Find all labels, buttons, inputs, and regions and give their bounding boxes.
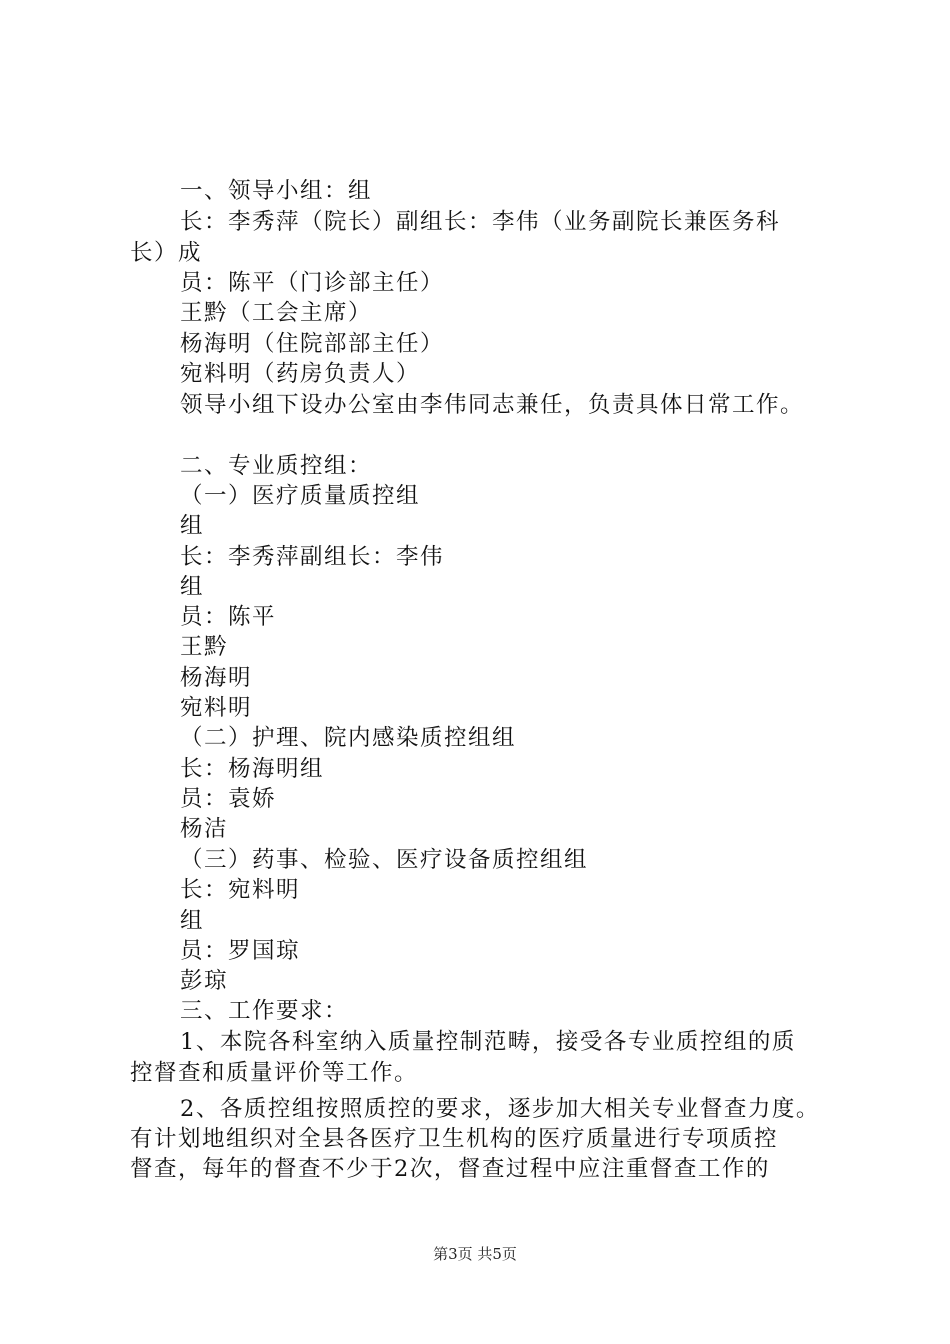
paragraph-line: 长：李秀萍副组长：李伟: [180, 544, 445, 570]
paragraph-line: 杨海明: [180, 665, 253, 691]
section-heading: 三、工作要求：: [180, 998, 349, 1024]
paragraph-line: 督查，每年的督查不少于2次，督查过程中应注重督查工作的: [130, 1156, 770, 1182]
paragraph-line: 员：陈平（门诊部主任）: [180, 270, 445, 296]
paragraph-line: 王黔: [180, 634, 229, 660]
paragraph-line: 杨海明（住院部部主任）: [180, 331, 445, 357]
paragraph-line: 彭琼: [180, 968, 229, 994]
subsection-heading: （一）医疗质量质控组: [180, 483, 421, 509]
paragraph-line: 长：杨海明组: [180, 756, 325, 782]
subsection-heading: （二）护理、院内感染质控组组: [180, 725, 517, 751]
paragraph-line: 宛料明（药房负责人）: [180, 361, 421, 387]
paragraph-line: 杨洁: [180, 816, 229, 842]
paragraph-line: 组: [180, 513, 205, 539]
paragraph-line: 2、各质控组按照质控的要求，逐步加大相关专业督查力度。: [180, 1096, 820, 1122]
paragraph-line: 1、本院各科室纳入质量控制范畴，接受各专业质控组的质: [180, 1029, 796, 1055]
page-number-footer: 第3页 共5页: [433, 1245, 517, 1263]
section-heading: 一、领导小组：组: [180, 178, 373, 204]
paragraph-line: 组: [180, 908, 205, 934]
paragraph-line: 组: [180, 574, 205, 600]
paragraph-line: 员：袁娇: [180, 786, 277, 812]
section-heading: 二、专业质控组：: [180, 453, 373, 479]
paragraph-line: 员：陈平: [180, 604, 277, 630]
subsection-heading: （三）药事、检验、医疗设备质控组组: [180, 847, 589, 873]
paragraph-line: 长：宛料明: [180, 877, 301, 903]
paragraph-line: 王黔（工会主席）: [180, 300, 373, 326]
paragraph-line: 领导小组下设办公室由李伟同志兼任，负责具体日常工作。: [180, 392, 805, 418]
paragraph-line: 宛料明: [180, 695, 253, 721]
paragraph-line: 员：罗国琼: [180, 938, 301, 964]
paragraph-line: 有计划地组织对全县各医疗卫生机构的医疗质量进行专项质控: [130, 1126, 779, 1152]
paragraph-line: 长：李秀萍（院长）副组长：李伟（业务副院长兼医务科: [180, 209, 781, 235]
paragraph-line: 控督查和质量评价等工作。: [130, 1060, 419, 1086]
paragraph-line: 长）成: [130, 240, 203, 266]
